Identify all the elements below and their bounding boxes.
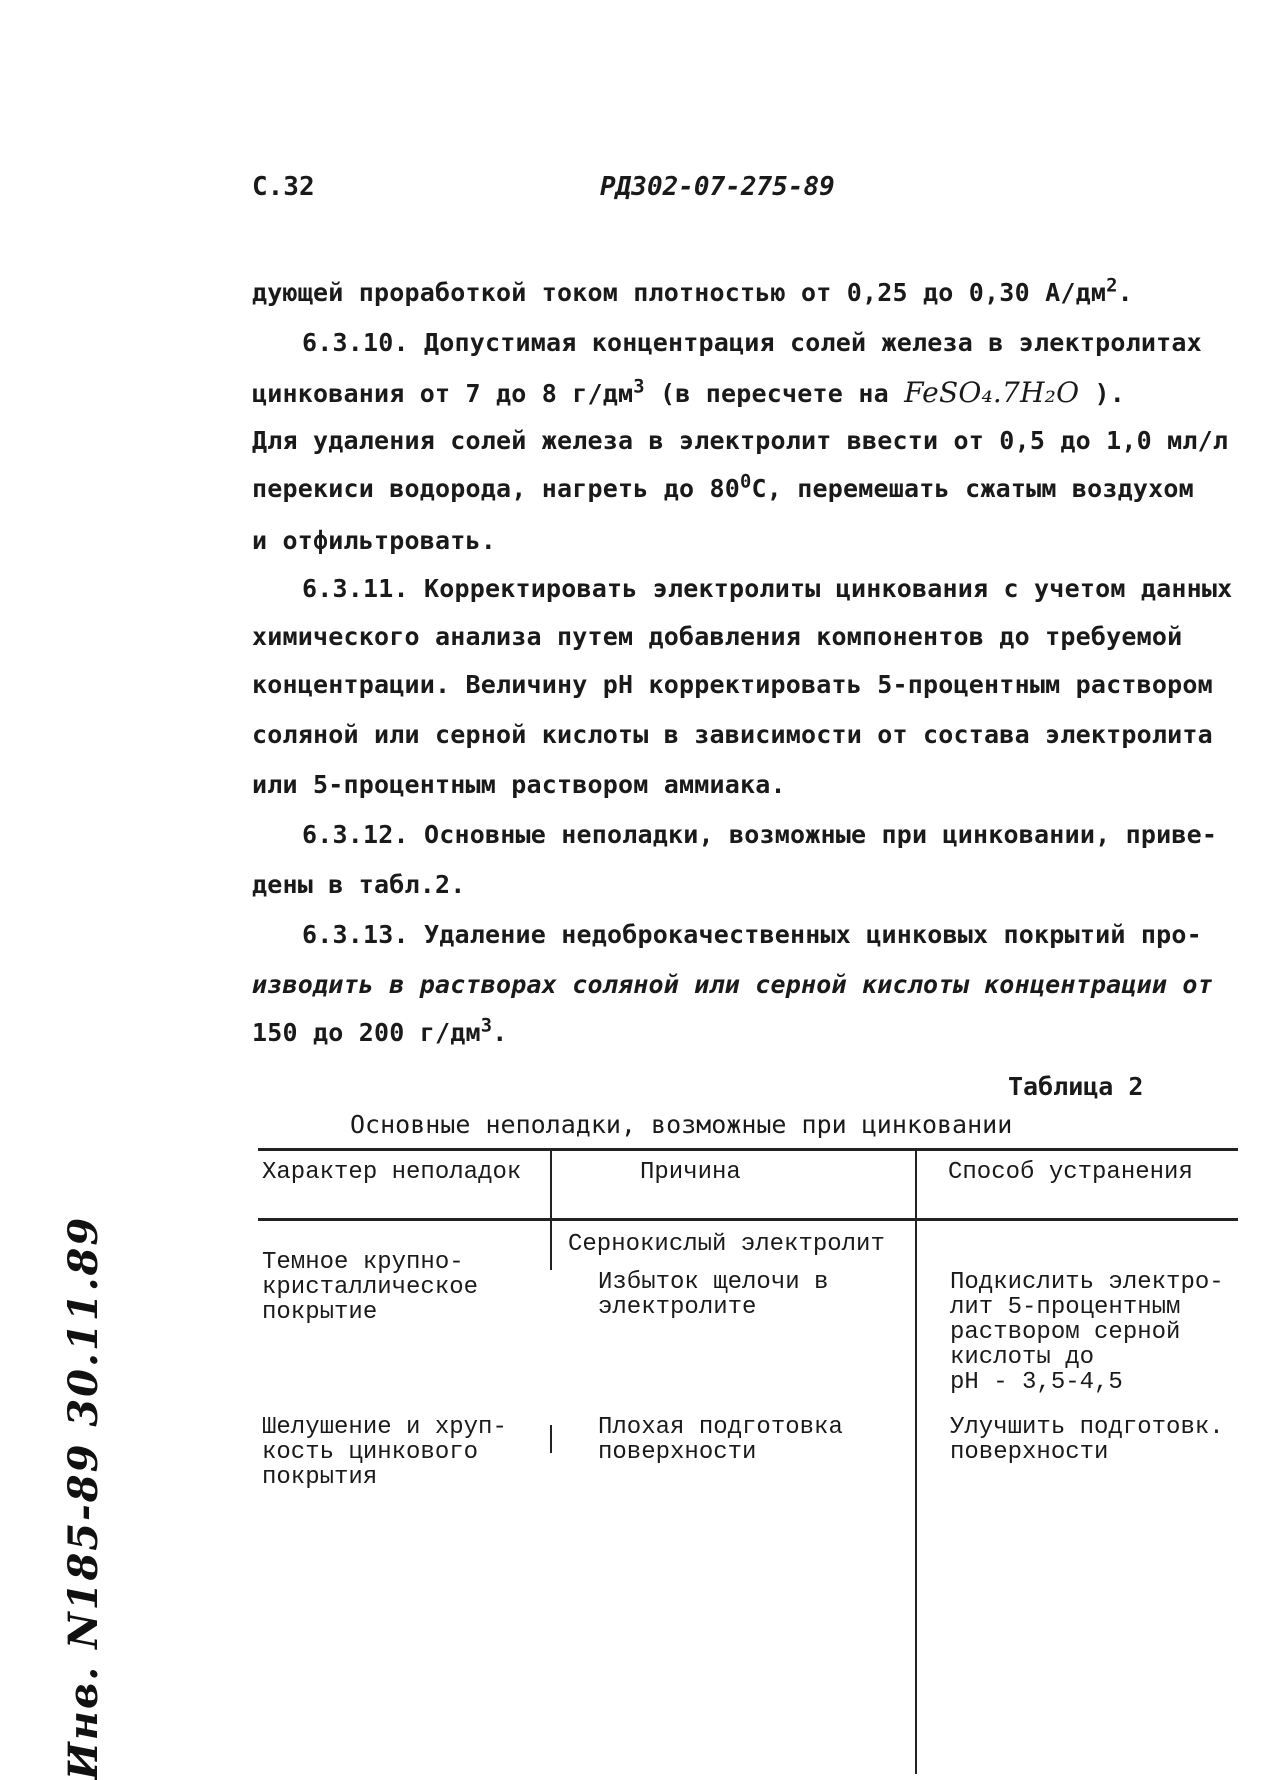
table-title: Основные неполадки, возможные при цинковании xyxy=(350,1110,1013,1139)
text: . xyxy=(1117,278,1133,307)
paragraph-6-3-12-line-1: 6.3.12. Основные неполадки, возможные при цинковании, приве- xyxy=(302,820,1218,849)
table-cell-remedy: Подкислить электро- лит 5-процентным раствором серной кислоты до pH - 3,5-4,5 xyxy=(950,1269,1224,1396)
text: цинкования от 7 до 8 г/дм xyxy=(252,379,634,408)
paragraph-6-3-10-line-5: и отфильтровать. xyxy=(252,526,497,555)
paragraph-6-3-11-line-4: соляной или серной кислоты в зависимости от состава электролита xyxy=(252,720,1213,749)
paragraph-6-3-11-line-1: 6.3.11. Корректировать электролиты цинкования с учетом данных xyxy=(302,574,1233,603)
document-code: РД302-07-275-89 xyxy=(600,172,835,202)
paragraph-6-3-10-line-2 xyxy=(252,376,1125,409)
paragraph-6-3-11-line-5: или 5-процентным раствором аммиака. xyxy=(252,770,786,799)
handwritten-formula: FeSO₄.7H₂O xyxy=(904,376,1080,409)
handwritten-inventory-stamp: Инв. N185-89 30.11.89 xyxy=(60,1215,107,1780)
text: ). xyxy=(1079,379,1125,408)
text: С, перемешать сжатым воздухом xyxy=(751,474,1194,503)
text: . xyxy=(492,1018,508,1047)
paragraph-6-3-11-line-2: химического анализа путем добавления компонентов до требуемой xyxy=(252,622,1183,651)
table-cell-cause: Плохая подготовка поверхности xyxy=(598,1414,843,1466)
table-section: Сернокислый электролит xyxy=(568,1231,885,1258)
table-top-border xyxy=(258,1148,1238,1151)
header-defect: Характер неполадок xyxy=(262,1159,522,1186)
table-cell-defect: Шелушение и хруп- кость цинкового покрытия xyxy=(262,1414,507,1491)
table-cell-remedy: Улучшить подготовк. поверхности xyxy=(950,1414,1224,1466)
superscript: 3 xyxy=(480,1015,493,1037)
paragraph-6-3-13-line-2: изводить в растворах соляной или серной кислоты концентрации от xyxy=(252,970,1213,999)
column-divider xyxy=(550,1150,552,1270)
page-number: С.32 xyxy=(252,172,315,202)
header-remedy: Способ устранения xyxy=(948,1159,1193,1186)
superscript: 0 xyxy=(740,471,752,493)
text: 150 до 200 г/дм xyxy=(252,1018,481,1047)
paragraph-6-3-13-line-1: 6.3.13. Удаление недоброкачественных цинковых покрытий про- xyxy=(302,920,1202,949)
table-label: Таблица 2 xyxy=(1008,1072,1144,1101)
paragraph-continuation xyxy=(252,275,1133,307)
table-cell-defect: Темное крупно- кристаллическое покрытие xyxy=(262,1249,479,1326)
text: (в пересчете на xyxy=(644,379,905,408)
superscript: 2 xyxy=(1106,275,1118,297)
table-header-border xyxy=(258,1218,1238,1221)
paragraph-6-3-11-line-3: концентрации. Величину pH корректировать 5-процентным раствором xyxy=(252,670,1213,699)
superscript: 3 xyxy=(633,376,645,398)
column-divider xyxy=(915,1150,917,1774)
paragraph-6-3-10-line-3: Для удаления солей железа в электролит ввести от 0,5 до 1,0 мл/л xyxy=(252,426,1229,455)
paragraph-6-3-10-line-1: 6.3.10. Допустимая концентрация солей железа в электролитах xyxy=(302,328,1202,357)
table-cell-cause: Избыток щелочи в электролите xyxy=(598,1269,829,1321)
text: дующей проработкой током плотностью от 0,25 до 0,30 А/дм xyxy=(252,278,1107,307)
text: перекиси водорода, нагреть до 80 xyxy=(252,474,741,503)
paragraph-6-3-13-line-3 xyxy=(252,1015,508,1047)
header-cause: Причина xyxy=(640,1159,741,1186)
paragraph-6-3-12-line-2: дены в табл.2. xyxy=(252,870,466,899)
paragraph-6-3-10-line-4 xyxy=(252,471,1194,503)
column-divider xyxy=(550,1425,552,1453)
